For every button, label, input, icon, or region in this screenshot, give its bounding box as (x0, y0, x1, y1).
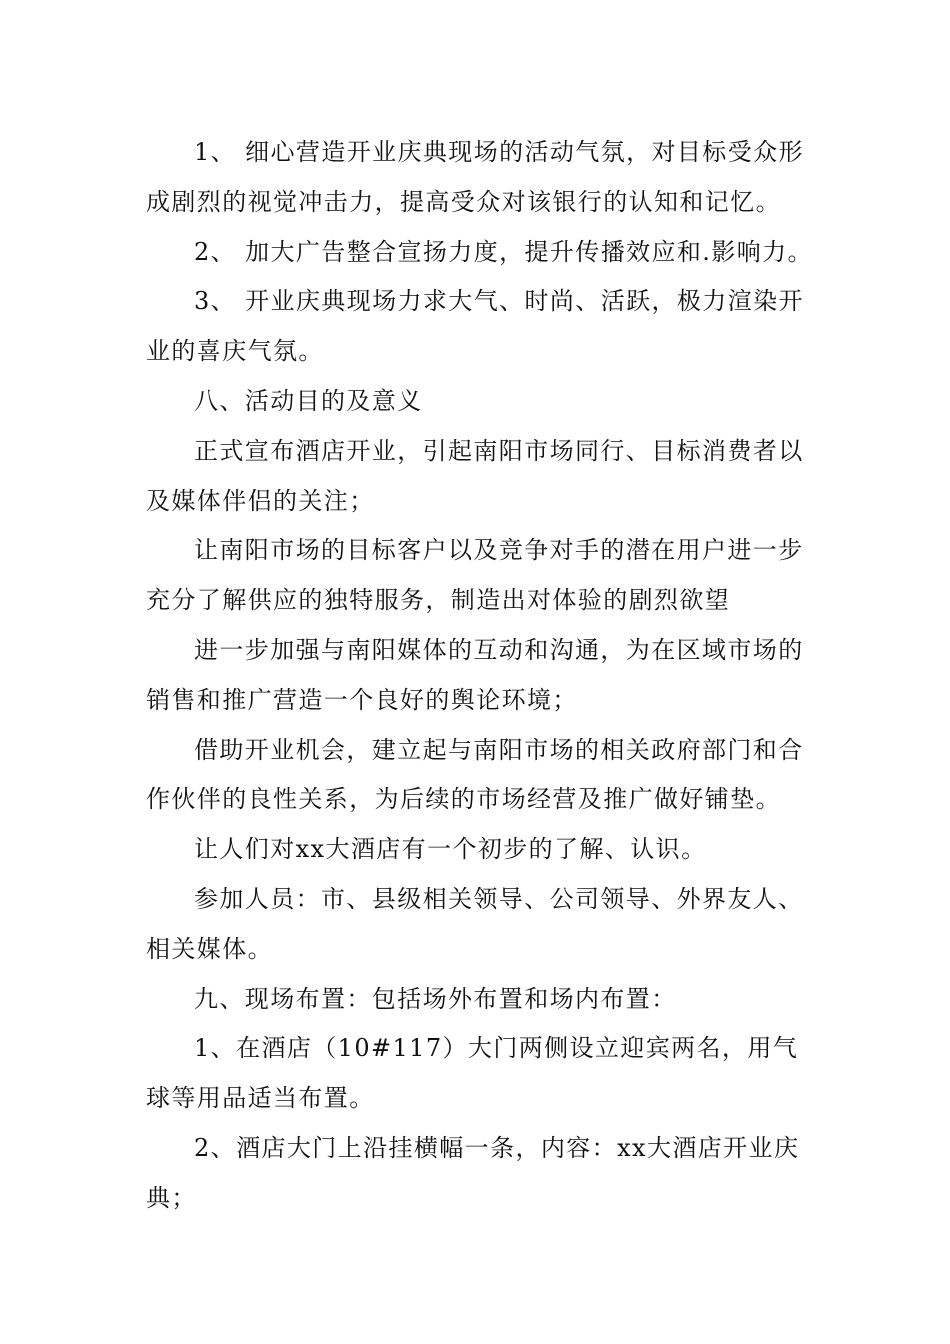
paragraph-attendees: 参加人员：市、县级相关领导、公司领导、外界友人、相关媒体。 (146, 884, 804, 963)
paragraph-purpose-partners: 借助开业机会，建立起与南阳市场的相关政府部门和合作伙伴的良性关系，为后续的市场经营及推广做好铺垫。 (146, 735, 804, 814)
document-body (146, 128, 816, 1224)
paragraph-goal-advertising: 2、 加大广告整合宣扬力度，提升传播效应和.影响力。 (194, 237, 813, 266)
paragraph-purpose-announce: 正式宣布酒店开业，引起南阳市场同行、目标消费者以及媒体伴侣的关注； (146, 436, 804, 515)
paragraph-purpose-awareness: 让人们对xx大酒店有一个初步的了解、认识。 (194, 835, 707, 864)
paragraph-goal-atmosphere: 1、 细心营造开业庆典现场的活动气氛，对目标受众形成剧烈的视觉冲击力，提高受众对该银行的认知和记忆。 (146, 138, 804, 216)
section-heading-layout: 九、现场布置：包括场外布置和场内布置： (194, 984, 677, 1013)
paragraph-layout-greeters: 1、在酒店（10#117）大门两侧设立迎宾两名，用气球等用品适当布置。 (146, 1034, 799, 1113)
paragraph-purpose-media: 进一步加强与南阳媒体的互动和沟通，为在区域市场的销售和推广营造一个良好的舆论环境； (146, 635, 804, 714)
paragraph-goal-ceremony-style: 3、 开业庆典现场力求大气、时尚、活跃，极力渲染开业的喜庆气氛。 (146, 287, 804, 366)
paragraph-purpose-customers: 让南阳市场的目标客户以及竞争对手的潜在用户进一步充分了解供应的独特服务，制造出对体验的剧烈欲望 (146, 536, 804, 615)
paragraph-layout-banner: 2、酒店大门上沿挂横幅一条，内容：xx大酒店开业庆典； (146, 1133, 800, 1212)
section-heading-purpose: 八、活动目的及意义 (194, 386, 423, 415)
